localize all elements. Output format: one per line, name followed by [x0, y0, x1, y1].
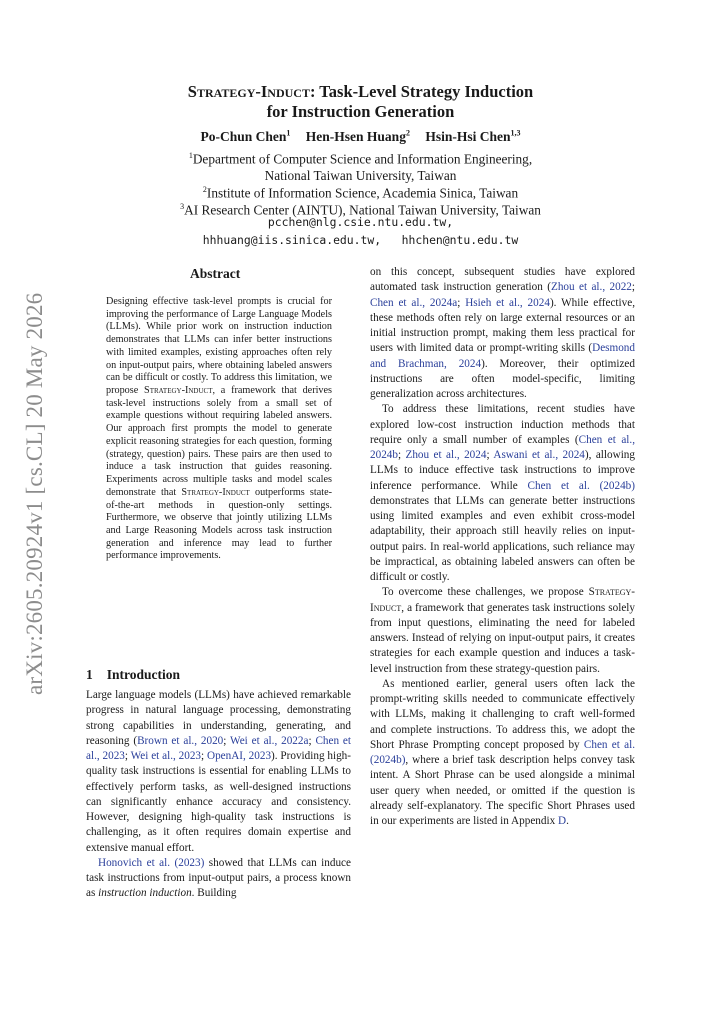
- arxiv-identifier-stamp: arXiv:2605.20924v1 [cs.CL] 20 May 2026: [22, 292, 47, 695]
- email-line-2: hhhuang@iis.sinica.edu.tw, hhchen@ntu.edu.tw: [202, 233, 519, 247]
- paragraph: Honovich et al. (2023) showed that LLMs can induce task instructions from input-output pairs, a process known as instruction induction. Building: [86, 856, 351, 900]
- affiliation-2: $^2$Institute of Information Science, Academia Sinica, Taiwan: [202, 185, 519, 201]
- affiliation-1: $^1$Department of Computer Science and Information Engineering, National Taiwan University, Taiwan: [188, 151, 533, 184]
- abstract-text: Designing effective task-level prompts is crucial for improving the performance of Large Language Models (LLMs). While prior work on instruction induction demonstrates that LLMs can infer better instructions with limited examples, existing approaches often rely on input-output pairs, where obtaining labeled answers can be difficult or costly. To address this limitation, we propose Strategy-Induct, a framework that derives task-level instructions solely from a small set of example questions without requiring labeled answers. Our approach first prompts the model to generate explicit reasoning strategies for each question, forming (strategy, question) pairs. These pairs are then used to induce a task instruction that guides reasoning. Experiments across multiple tasks and model scales demonstrate that Strategy-Induct outperforms state-of-the-art methods in question-only settings. Furthermore, we observe that jointly utilizing LLMs and Large Reasoning Models across task instruction generation and inference may lead to further performance improvements.: [106, 296, 332, 562]
- citation-link[interactable]: Aswani et al., 2024: [493, 449, 585, 461]
- citation-link[interactable]: OpenAI, 2023: [206, 750, 272, 762]
- citation-link[interactable]: Honovich et al. (2023): [98, 856, 205, 869]
- method-name: Strategy-Induct: [187, 82, 310, 101]
- email-line-1: pcchen@nlg.csie.ntu.edu.tw,: [267, 215, 454, 229]
- title-line2: for Instruction Generation: [266, 102, 455, 121]
- citation-link[interactable]: Desmond and Brachman, 2024: [370, 342, 635, 370]
- citation-link[interactable]: Chen et al., 2024a: [370, 296, 458, 309]
- affiliation-3: $^3$AI Research Center (AINTU), National Taiwan University, Taiwan: [180, 202, 541, 218]
- section-heading-introduction: 1 Introduction: [86, 667, 181, 682]
- author: Po-Chun Chen$^1$: [200, 128, 291, 144]
- paragraph: on this concept, subsequent studies have explored automated task instruction generation (Zhou et al., 2022; Chen et al., 2024a; Hsieh et al., 2024). While effective, these methods often rely on large external resources or an initial instruction prompt, making them less practical for users with limited data or prompt-writing skills (Desmond and Brachman, 2024). Moreover, their optimized instructions are often model-specific, limiting generalization across architectures.: [370, 266, 635, 400]
- paragraph: To overcome these challenges, we propose Strategy-Induct, a framework that generates task instructions solely from input questions, eliminating the need for labeled answers. Instead of relying on input-output pairs, it creates strategies for each example question and induces a task-level instruction from these strategy-question pairs.: [370, 586, 635, 675]
- citation-link[interactable]: Chen et al. (2024b): [527, 479, 636, 492]
- citation-link[interactable]: Wei et al., 2022a: [230, 734, 309, 747]
- citation-link[interactable]: Chen et al., 2024b: [370, 433, 635, 461]
- title-line1: : Task-Level Strategy Induction: [309, 82, 534, 101]
- author-list: [0, 128, 721, 145]
- citation-link[interactable]: Wei et al., 2023: [130, 750, 202, 762]
- citation-link[interactable]: Zhou et al., 2022: [550, 281, 632, 294]
- paragraph: Large language models (LLMs) have achieved remarkable progress in natural language processing, demonstrating strong capabilities in understanding, generating, and reasoning (Brown et al., 2020; Wei et al., 2022a; Chen et al., 2023; Wei et al., 2023; OpenAI, 2023). Providing high-quality task instructions is essential for enabling LLMs to effectively perform tasks, as well-designed instructions can significantly enhance accuracy and consistency. However, designing high-quality task instructions is challenging, as it often requires domain expertise and extensive manual effort.: [86, 689, 352, 854]
- paper-title: [0, 82, 721, 122]
- citation-link[interactable]: Chen et al., 2023: [86, 734, 352, 762]
- abstract-heading: Abstract: [190, 266, 241, 281]
- author: Hsin-Hsi Chen$^{1,3}$: [425, 128, 521, 144]
- appendix-link[interactable]: D: [557, 815, 567, 827]
- citation-link[interactable]: Zhou et al., 2024: [405, 449, 487, 461]
- paragraph: As mentioned earlier, general users often lack the prompt-writing skills needed to communicate effectively with LLMs, making it challenging to craft well-formed and complete instructions. To address this, we adopt the Short Phrase Prompting concept proposed by Chen et al. (2024b), where a brief task description helps convey task intent. A Short Phrase can be used alongside a minimal user query when needed, or omitted if the question is already self-explanatory. The specific Short Phrases used in our experiments are listed in Appendix D.: [370, 677, 635, 827]
- citation-link[interactable]: Hsieh et al., 2024: [465, 296, 550, 309]
- intro-right-column: [370, 265, 635, 829]
- intro-left-column: [86, 688, 351, 902]
- citation-link[interactable]: Brown et al., 2020: [137, 734, 224, 747]
- citation-link[interactable]: Chen et al. (2024b): [370, 738, 635, 766]
- paragraph: To address these limitations, recent studies have explored low-cost instruction induction methods that require only a small number of examples (Chen et al., 2024b; Zhou et al., 2024; Aswani et al., 2024), allowing LLMs to induce effective task instructions to improve inference performance. While Chen et al. (2024b) demonstrates that LLMs can generate better instructions using limited examples and even exhibit cross-model adaptability, their approach still heavily relies on input-output pairs. In real-world applications, such reliance may be impractical, as obtaining labeled answers can often be difficult or costly.: [370, 403, 636, 583]
- author: Hen-Hsen Huang$^2$: [305, 128, 410, 144]
